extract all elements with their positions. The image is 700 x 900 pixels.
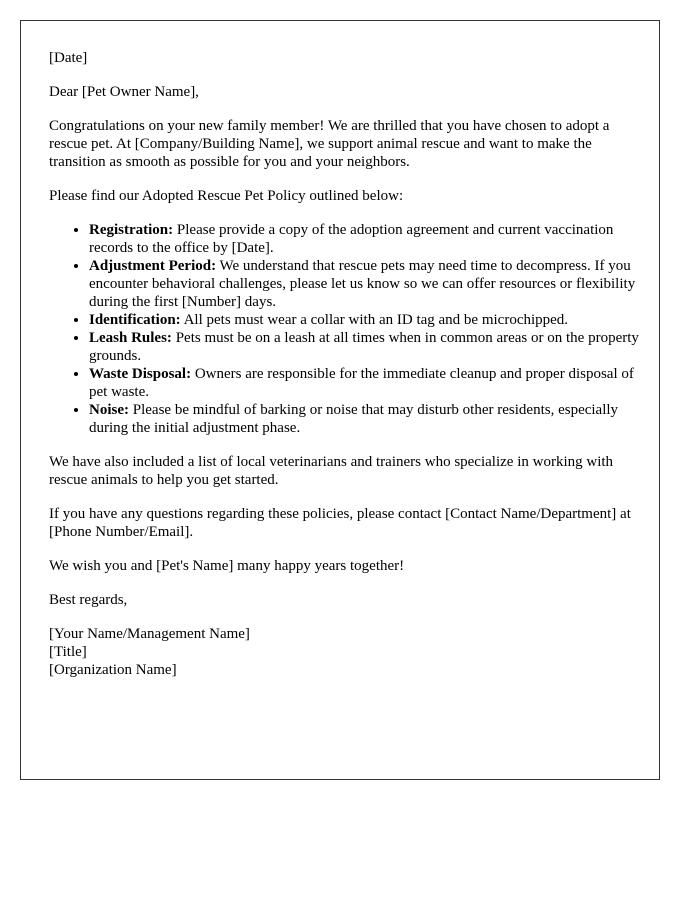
policy-text: Please provide a copy of the adoption agreement and current vaccination records to the office by [Date].: [89, 222, 614, 256]
letter-salutation: Dear [Pet Owner Name],: [49, 84, 199, 100]
policy-text: Please be mindful of barking or noise that may disturb other residents, especially during the initial adjustment phase.: [89, 402, 619, 436]
policy-lead: Please find our Adopted Rescue Pet Policy outlined below:: [49, 188, 404, 204]
policy-text: We understand that rescue pets may need time to decompress. If you encounter behavioral challenges, please let us know so we can offer resources or flexibility during the first [Number] days.: [89, 258, 636, 310]
intro-paragraph: Congratulations on your new family member! We are thrilled that you have chosen to adopt a rescue pet. At [Company/Building Name], we support animal rescue and want to make the transition as smooth as possible for you and your neighbors.: [49, 118, 610, 170]
wish-paragraph: We wish you and [Pet's Name] many happy years together!: [49, 558, 405, 574]
policy-item-noise: [89, 401, 639, 437]
policy-item-registration: [89, 221, 639, 257]
contact-paragraph: If you have any questions regarding these policies, please contact [Contact Name/Department] at [Phone Number/Email].: [49, 506, 631, 540]
signature-title: [Title]: [49, 644, 87, 660]
policy-term: Noise:: [89, 402, 129, 418]
policy-term: Waste Disposal:: [89, 366, 192, 382]
letter-date: [Date]: [49, 50, 88, 66]
signature-name: [Your Name/Management Name]: [49, 626, 250, 642]
signature-block: [49, 625, 639, 679]
resources-paragraph: We have also included a list of local veterinarians and trainers who specialize in working with rescue animals to help you get started.: [49, 454, 614, 488]
policy-term: Leash Rules:: [89, 330, 172, 346]
policy-term: Registration:: [89, 222, 174, 238]
policy-text: Pets must be on a leash at all times when in common areas or on the property grounds.: [89, 330, 639, 364]
policy-term: Adjustment Period:: [89, 258, 217, 274]
policy-item-waste-disposal: [89, 365, 639, 401]
policy-list: [49, 221, 639, 437]
policy-item-adjustment-period: [89, 257, 639, 311]
closing: Best regards,: [49, 592, 128, 608]
policy-item-identification: [89, 311, 639, 329]
signature-organization: [Organization Name]: [49, 662, 177, 678]
policy-term: Identification:: [89, 312, 181, 328]
policy-text: Owners are responsible for the immediate cleanup and proper disposal of pet waste.: [89, 366, 634, 400]
letter-page: [20, 20, 660, 780]
policy-item-leash-rules: [89, 329, 639, 365]
letter-body: [49, 49, 639, 695]
policy-text: All pets must wear a collar with an ID tag and be microchipped.: [180, 312, 569, 328]
